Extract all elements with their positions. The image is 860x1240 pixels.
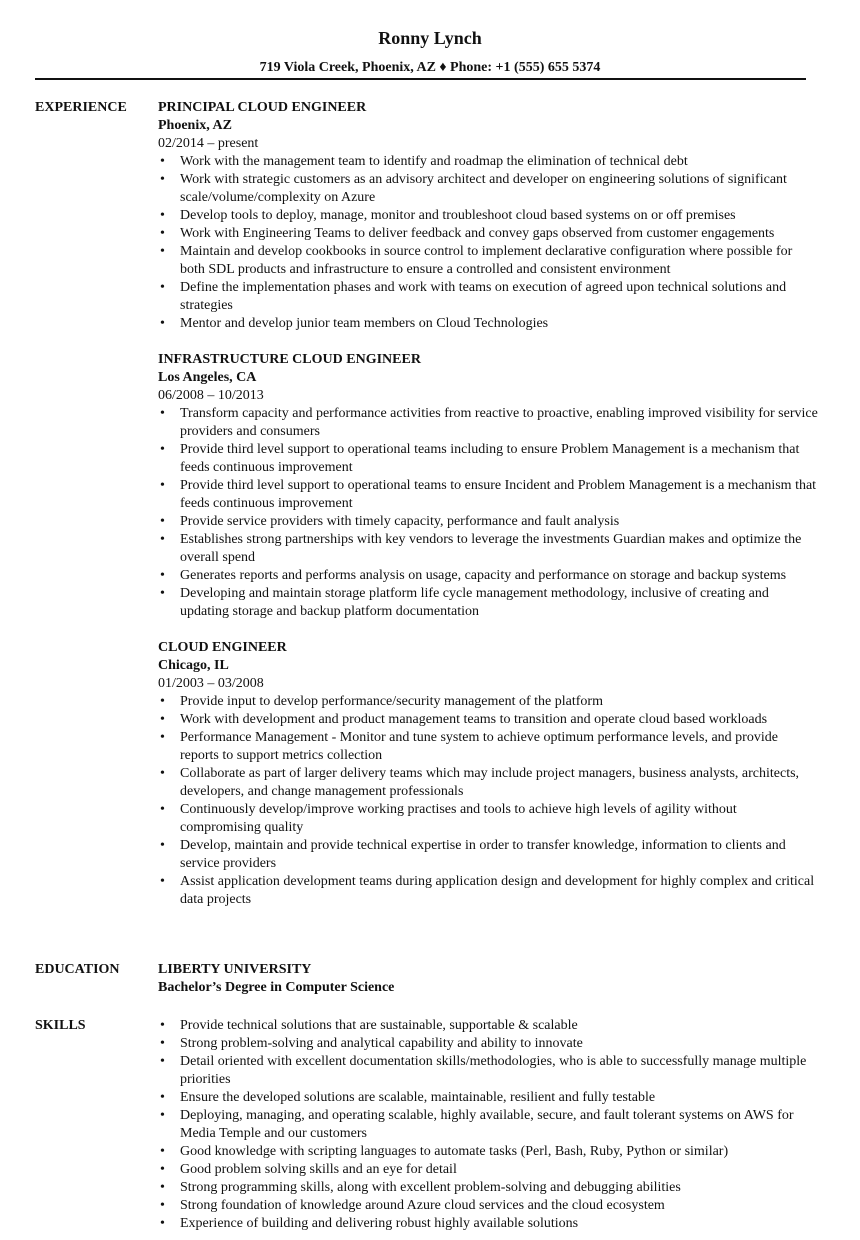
bullet-item: • Work with Engineering Teams to deliver feedback and convey gaps observed from customer engagements	[158, 225, 818, 243]
job-entry	[158, 351, 818, 621]
bullet-item: • Develop tools to deploy, manage, monitor and troubleshoot cloud based systems on or off premises	[158, 207, 818, 225]
bullet-item: • Work with strategic customers as an advisory architect and developer on engineering solutions of significant scale/volume/complexity on Azure	[158, 171, 818, 207]
bullet-item: • Transform capacity and performance activities from reactive to proactive, enabling improved visibility for service providers and consumers	[158, 405, 818, 441]
bullet-item: • Provide service providers with timely capacity, performance and fault analysis	[158, 513, 818, 531]
job-bullet-list	[158, 693, 818, 909]
skill-item: • Good knowledge with scripting languages to automate tasks (Perl, Bash, Ruby, Python or similar)	[158, 1143, 818, 1161]
job-entry	[158, 639, 818, 909]
bullet-item: • Generates reports and performs analysis on usage, capacity and performance on storage and backup systems	[158, 567, 818, 585]
bullet-item: • Collaborate as part of larger delivery teams which may include project managers, business analysts, architects, developers, and change management professionals	[158, 765, 818, 801]
job-title: INFRASTRUCTURE CLOUD ENGINEER	[158, 352, 421, 367]
job-dates: 06/2008 – 10/2013	[158, 388, 264, 403]
bullet-item: • Work with the management team to identify and roadmap the elimination of technical debt	[158, 153, 818, 171]
job-bullet-list	[158, 153, 818, 333]
job-dates: 02/2014 – present	[158, 136, 259, 151]
school-name: LIBERTY UNIVERSITY	[158, 962, 312, 977]
education-heading: EDUCATION	[35, 962, 120, 977]
job-location: Los Angeles, CA	[158, 370, 257, 385]
bullet-item: • Define the implementation phases and work with teams on execution of agreed upon technical solutions and strategies	[158, 279, 818, 315]
job-location: Chicago, IL	[158, 658, 229, 673]
skill-item: • Strong programming skills, along with excellent problem-solving and debugging abilities	[158, 1179, 818, 1197]
bullet-item: • Performance Management - Monitor and tune system to achieve optimum performance levels, and provide reports to support metrics collection	[158, 729, 818, 765]
skill-item: • Good problem solving skills and an eye for detail	[158, 1161, 818, 1179]
resume-name: Ronny Lynch	[378, 28, 482, 48]
bullet-item: • Work with development and product management teams to transition and operate cloud based workloads	[158, 711, 818, 729]
skill-item: • Deploying, managing, and operating scalable, highly available, secure, and fault tolerant systems on AWS for Media Temple and our customers	[158, 1107, 818, 1143]
skills-heading: SKILLS	[35, 1018, 86, 1033]
bullet-item: • Establishes strong partnerships with key vendors to leverage the investments Guardian makes and optimize the overall spend	[158, 531, 818, 567]
bullet-item: • Developing and maintain storage platform life cycle management methodology, inclusive of creating and updating storage and backup platform documentation	[158, 585, 818, 621]
bullet-item: • Assist application development teams during application design and development for highly complex and critical data projects	[158, 873, 818, 909]
job-entry	[158, 99, 818, 333]
skill-item: • Experience of building and delivering robust highly available solutions	[158, 1215, 818, 1233]
experience-heading: EXPERIENCE	[35, 100, 127, 115]
job-dates: 01/2003 – 03/2008	[158, 676, 264, 691]
contact-line: 719 Viola Creek, Phoenix, AZ ♦ Phone: +1 (555) 655 5374	[259, 60, 601, 75]
experience-body	[158, 99, 818, 909]
skill-item: • Provide technical solutions that are sustainable, supportable & scalable	[158, 1017, 818, 1035]
skill-item: • Strong problem-solving and analytical capability and ability to innovate	[158, 1035, 818, 1053]
skills-bullet-list	[158, 1017, 818, 1233]
skill-item: • Detail oriented with excellent documentation skills/methodologies, who is able to successfully manage multiple priorities	[158, 1053, 818, 1089]
job-location: Phoenix, AZ	[158, 118, 232, 133]
degree-name: Bachelor’s Degree in Computer Science	[158, 980, 395, 995]
job-title: CLOUD ENGINEER	[158, 640, 287, 655]
bullet-item: • Provide third level support to operational teams to ensure Incident and Problem Management is a mechanism that feeds continuous improvement	[158, 477, 818, 513]
bullet-item: • Develop, maintain and provide technical expertise in order to transfer knowledge, information to clients and service providers	[158, 837, 818, 873]
skill-item: • Ensure the developed solutions are scalable, maintainable, resilient and fully testable	[158, 1089, 818, 1107]
skills-body	[158, 1017, 818, 1233]
job-title: PRINCIPAL CLOUD ENGINEER	[158, 100, 367, 115]
bullet-item: • Maintain and develop cookbooks in source control to implement declarative configuration where possible for both SDL products and infrastructure to ensure a controlled and consistent environment	[158, 243, 818, 279]
job-bullet-list	[158, 405, 818, 621]
bullet-item: • Provide third level support to operational teams including to ensure Problem Management is a mechanism that feeds continuous improvement	[158, 441, 818, 477]
bullet-item: • Continuously develop/improve working practises and tools to achieve high levels of agility without compromising quality	[158, 801, 818, 837]
bullet-item: • Provide input to develop performance/security management of the platform	[158, 693, 818, 711]
education-body	[158, 961, 818, 997]
skill-item: • Strong foundation of knowledge around Azure cloud services and the cloud ecosystem	[158, 1197, 818, 1215]
header-divider	[35, 78, 806, 80]
bullet-item: • Mentor and develop junior team members on Cloud Technologies	[158, 315, 818, 333]
